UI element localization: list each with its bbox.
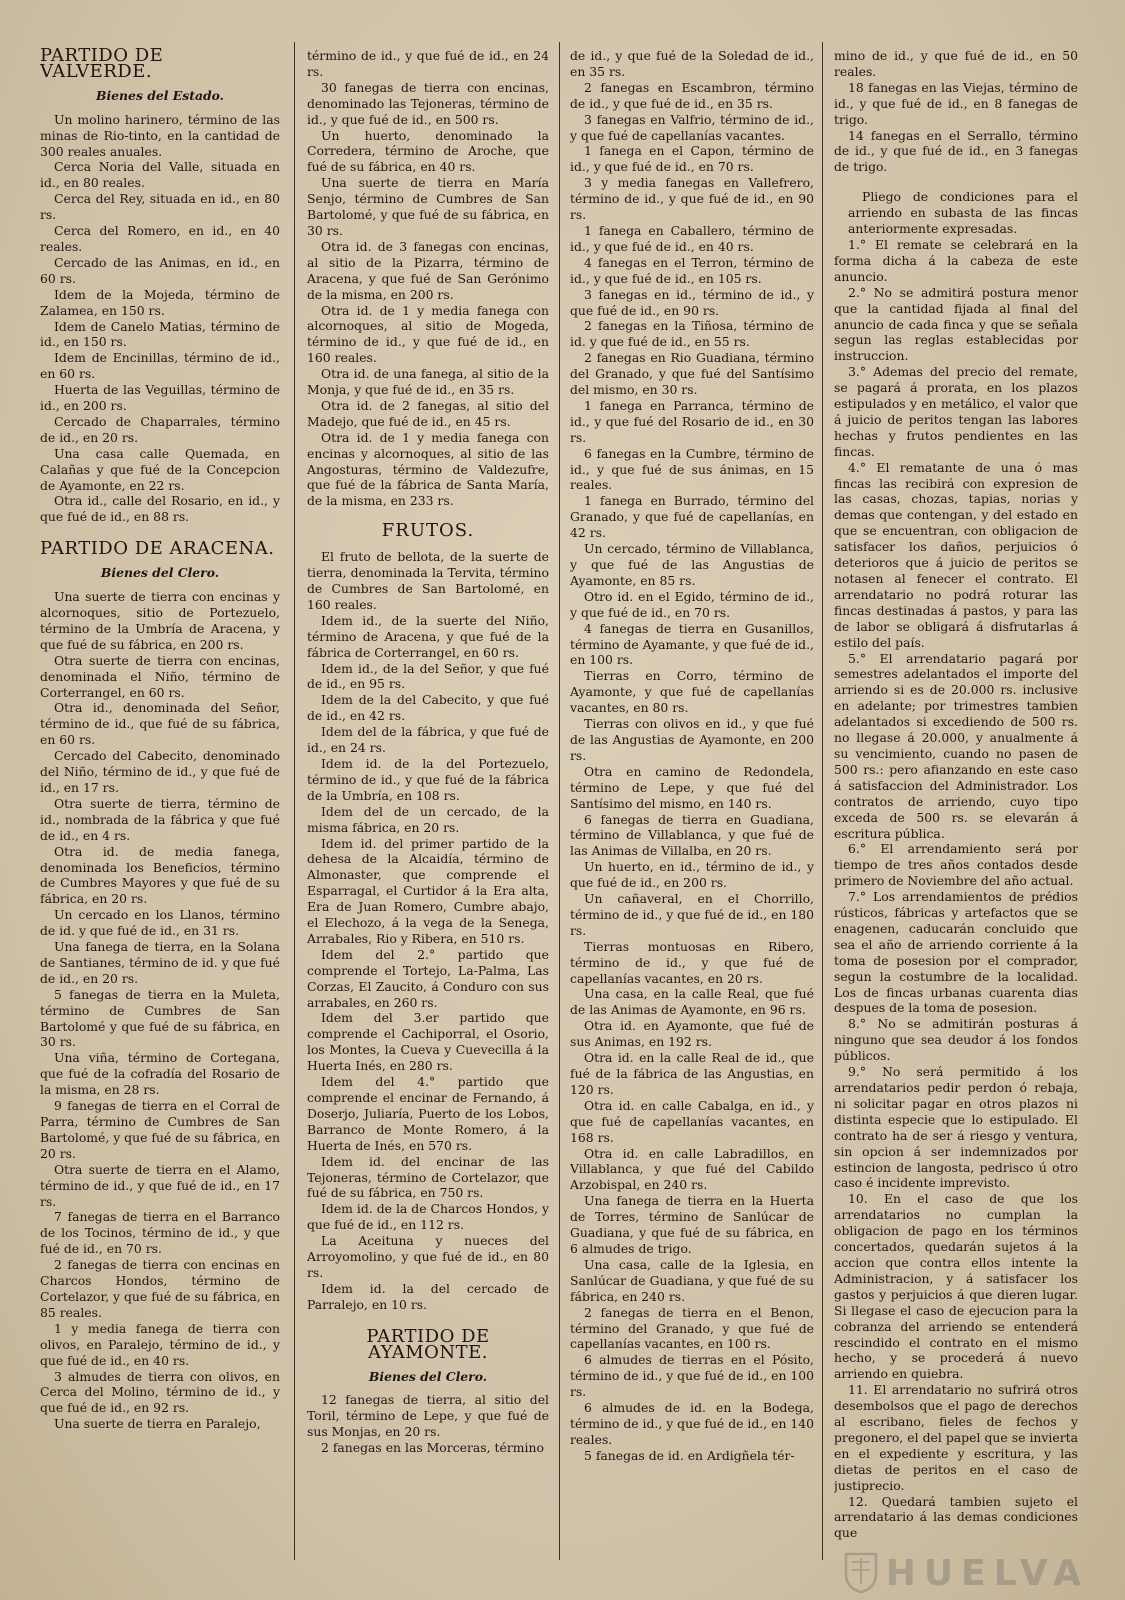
listing-entry: 5 fanegas de id. en Ardigñela tér- [584, 1447, 795, 1463]
listing-entry: Una casa, en la calle Real, que fué de las Animas de Ayamonte, en 96 rs. [570, 986, 814, 1018]
subheading-bienes-estado: Bienes del Estado. [95, 87, 224, 103]
listing-entry: Un cercado en los Llanos, término de id. y que fué de id., en 31 rs. [40, 907, 280, 939]
listing-entry: 6.° El arrendamiento será por tiempo de tres años contados desde primero de Noviembre del año actual. [834, 841, 1078, 889]
watermark-text: HUELVA [885, 1552, 1089, 1594]
listing-entry: 11. El arrendatario no sufrirá otros desembolsos que el pago de derechos al escribano, fieles de fechos y pregonero, el del papel que se invierta en el expediente y escritura, y las dietas de peritos en el caso de justiprecio. [834, 1382, 1078, 1493]
listing-entry: 5.° El arrendatario pagará por semestres adelantados el importe del arriendo si es de 20.000 rs. inclusive en adelante; por trimestres tambien adelantados si excediendo de 500 rs. no llegase á 20.000, y anualmente á su vencimiento, cuando no pasen de 500 rs.: pero afianzando en este caso á satisfaccion del Administrador. Los contratos de arriendo, cuyo tipo exceda de 500 rs. se elevarán á escritura pública. [834, 650, 1078, 841]
listing-entry: 3 almudes de tierra con olivos, en Cerca del Molino, término de id., y que fué de id., en 92 rs. [40, 1368, 280, 1416]
listing-entry: Cerca del Rey, situada en id., en 80 rs. [40, 191, 280, 223]
listing-valverde [40, 112, 280, 526]
listing-entry: Idem del de un cercado, de la misma fábrica, en 20 rs. [307, 803, 549, 835]
continued-text: de id., y que fué de la Soledad de id., en 35 rs. [570, 48, 814, 79]
listing-entry: Idem id. la del cercado de Parralejo, en 10 rs. [307, 1280, 549, 1312]
listing-entry: Una suerte de tierra en Paralejo, [54, 1416, 261, 1432]
listing-entry: 6 fanegas de tierra en Guadiana, término de Villablanca, y que fué de las Animas de Villalba, en 20 rs. [570, 811, 814, 859]
listing-entry: 2.° No se admitirá postura menor que la cantidad fijada al final del anuncio de cada finca y que se señala segun las reglas establecidas por instruccion. [834, 284, 1078, 364]
listing-entry: Otra id. en calle Labradillos, en Villablanca, y que fué del Cabildo Arzobispal, en 240 rs. [570, 1145, 814, 1193]
shield-icon [844, 1552, 878, 1594]
listing-entry: Una fanega de tierra en la Huerta de Torres, término de Sanlúcar de Guadiana, y que fué de su fábrica, en 6 almudes de trigo. [570, 1193, 814, 1256]
listing-entry: 8.° No se admitirán posturas á ninguno que sea deudor á los fondos públicos. [834, 1016, 1078, 1064]
listing-entry: Otra suerte de tierra, término de id., nombrada de la fábrica y que fué de id., en 4 rs. [40, 795, 280, 843]
listing-entry: 1 fanega en el Capon, término de id., y que fué de id., en 70 rs. [570, 143, 814, 175]
listing-entry: Una casa calle Quemada, en Calañas y que fué de la Concepcion de Ayamonte, en 22 rs. [40, 445, 280, 493]
listing-entry: Un cañaveral, en el Chorrillo, término de id., y que fué de id., en 180 rs. [570, 891, 814, 938]
listing-entry: 3 fanegas en Valfrio, término de id., y que fué de capellanías vacantes. [570, 111, 814, 143]
listing-entry: Otra id. de media fanega, denominada los Beneficios, término de Cumbres Mayores y que fué de su fábrica, en 20 rs. [40, 843, 280, 907]
listing-entry: Otra id. de 2 fanegas, al sitio del Madejo, que fué de id., en 45 rs. [307, 397, 549, 429]
listing-entry: Una fanega de tierra, en la Solana de Santianes, término de id. y que fué de id., en 20 rs. [40, 939, 280, 986]
listing-entry: Otra id., calle del Rosario, en id., y que fué de id., en 88 rs. [40, 493, 280, 525]
listing-entry: Otra id. de 1 y media fanega con encinas y alcornoques, al sitio de las Angosturas, término de Valdezufre, que fué de la fábrica de Santa María, de la misma, en 233 rs. [307, 429, 549, 509]
listing-entry: 14 fanegas en el Serrallo, término de id., y que fué de id., en 3 fanegas de trigo. [834, 127, 1078, 175]
listing-entry: Idem de Encinillas, término de id., en 60 rs. [40, 350, 280, 382]
listing-entry: 2 fanegas en Escambron, término de id., y que fué de id., en 35 rs. [570, 79, 814, 111]
listing-entry: Idem id. de la del Portezuelo, término de id., y que fué de la fábrica de la Umbría, en 108 rs. [307, 755, 549, 803]
listing-ayamonte-continued [570, 80, 814, 1464]
conditions-list [834, 237, 1078, 1541]
listing-entry: 12 fanegas de tierra, al sitio del Toril, término de Lepe, y que fué de sus Monjas, en 20 rs. [307, 1392, 549, 1440]
listing-entry: 1 fanega en Parranca, término de id., y que fué del Rosario de id., en 30 rs. [570, 397, 814, 445]
section-title-valverde: PARTIDO DE VALVERDE. [40, 48, 164, 82]
listing-entry: Idem del 3.er partido que comprende el Cachiporral, el Osorio, los Montes, la Cueva y Cuevecilla á la Huerta Inés, en 280 rs. [307, 1010, 549, 1074]
section-title-ayamonte: PARTIDO DE AYAMONTE. [366, 1325, 490, 1363]
listing-entry: Idem id., de la suerte del Niño, término de Aracena, y que fué de la fábrica de Corterrangel, en 60 rs. [307, 612, 549, 660]
listing-aracena [40, 589, 280, 1432]
listing-entry: Otra id., denominada del Señor, término de id., que fué de su fábrica, en 60 rs. [40, 700, 280, 748]
listing-entry: Cerca del Romero, en id., en 40 reales. [40, 223, 280, 254]
listing-entry: Otra id. en Ayamonte, que fué de sus Animas, en 192 rs. [570, 1018, 814, 1050]
listing-entry: Cerca Noria del Valle, situada en id., en 80 reales. [40, 159, 280, 191]
continued-text: término de id., y que fué de id., en 24 rs. [307, 48, 549, 79]
column-3 [570, 48, 814, 1588]
listing-entry: Una casa, calle de la Iglesia, en Sanlúcar de Guadiana, y que fué de su fábrica, en 240 rs. [570, 1256, 814, 1304]
listing-entry: 1.° El remate se celebrará en la forma dicha á la cabeza de este anuncio. [834, 236, 1078, 284]
subheading-bienes-clero: Bienes del Clero. [368, 1368, 488, 1384]
listing-entry: 7 fanegas de tierra en el Barranco de los Tocinos, término de id., y que fué de id., en 70 rs. [40, 1209, 280, 1257]
listing-entry: Otra id. de 1 y media fanega con alcornoques, al sitio de Mogeda, término de id., y que fué de id., en 160 reales. [307, 302, 549, 366]
listing-entry: Un huerto, denominado la Corredera, término de Aroche, que fué de su fábrica, en 40 rs. [307, 127, 549, 175]
listing-entry: 1 fanega en Caballero, término de id., y que fué de id., en 40 rs. [570, 222, 814, 254]
listing-entry: 2 fanegas de tierra con encinas en Charcos Hondos, término de Cortelazor, y que fué de su fábrica, en 85 reales. [40, 1257, 280, 1320]
listing-entry: 3 y media fanegas en Vallefrero, término de id., y que fué de id., en 90 rs. [570, 175, 814, 223]
listing-entry: El fruto de bellota, de la suerte de tierra, denominada la Tervita, término de Cumbres de San Bartolomé, en 160 reales. [307, 549, 549, 612]
listing-entry: 1 y media fanega de tierra con olivos, en Paralejo, término de id., y que fué de id., en 40 rs. [40, 1320, 280, 1368]
listing-entry: Idem del 2.° partido que comprende el Tortejo, La-Palma, Las Corzas, El Zaucito, á Conduro con sus arrabales, en 260 rs. [307, 946, 549, 1010]
listing-entry: Idem del de la fábrica, y que fué de id., en 24 rs. [307, 724, 549, 756]
conditions-heading: Pliego de condiciones para el arriendo en subasta de las fincas anteriormente expresadas. [848, 189, 1078, 237]
listing-entry: 2 fanegas en las Morceras, término [321, 1440, 544, 1456]
archive-watermark [844, 1552, 1089, 1594]
listing-entry: 9.° No será permitido á los arrendatarios pedir perdon ó rebaja, ni solicitar pagar en otros plazos ni distinta especie que lo estipulado. El contrato ha de ser á riesgo y ventura, sin opcion á ser indemnizados por estincion de langosta, pedrisco ú otro caso é incidente imprevisto. [834, 1064, 1078, 1191]
listing-entry: 3.° Ademas del precio del remate, se pagará á prorata, en los plazos estipulados y en metálico, el valor que á juicio de peritos tengan las labores hechas y frutos pendientes en las fincas. [834, 364, 1078, 459]
listing-entry: 4 fanegas en el Terron, término de id., y que fué de id., en 105 rs. [570, 254, 814, 286]
listing-entry: Otro id. en el Egido, término de id., y que fué de id., en 70 rs. [570, 588, 814, 620]
listing-entry: 6 almudes de id. en la Bodega, término de id., y que fué de id., en 140 reales. [570, 1400, 814, 1447]
listing-entry: 10. En el caso de que los arrendatarios no cumplan la obligacion de pago en los términos concertados, quedarán sujetos á la accion que contra ellos intente la Administracion, y á satisfacer los gastos y perjuicios á que dieren lugar. Si llegase el caso de ejecucion para la cobranza del arriendo se entenderá rescindido el contrato en el mismo hecho, y se procederá á nuevo arriendo en quiebra. [834, 1191, 1078, 1382]
listing-ayamonte [307, 1392, 549, 1456]
listing-entry: 7.° Los arrendamientos de prédios rústicos, fábricas y artefactos que se enagenen, caducarán concluido que sea el año de arriendo corriente á la toma de posesion por el comprador, segun la costumbre de la localidad. Los de fincas urbanas cuarenta dias despues de la toma de posesion. [834, 889, 1078, 1016]
listing-entry: Idem id. del primer partido de la dehesa de la Alcaidía, término de Almonaster, que comprende el Esparragal, el Curtidor á la Era alta, Era de Juan Romero, Cumbre abajo, el Elechozo, á la vega de la Senega, Arrabales, Rio y Ribera, en 510 rs. [307, 835, 549, 946]
listing-entry: Cercado de las Animas, en id., en 60 rs. [40, 254, 280, 286]
listing-entry: 2 fanegas de tierra en el Benon, término del Granado, y que fué de capellanías vacantes, en 100 rs. [570, 1304, 814, 1352]
listing-entry: Un huerto, en id., término de id., y que fué de id., en 200 rs. [570, 859, 814, 891]
listing-entry: Otra en camino de Redondela, término de Lepe, y que fué del Santísimo del mismo, en 140 rs. [570, 763, 814, 811]
listing-entry: Huerta de las Veguillas, término de id., en 200 rs. [40, 382, 280, 414]
listing-entry: Otra id. en calle Cabalga, en id., y que fué de capellanías vacantes, en 168 rs. [570, 1097, 814, 1145]
listing-entry: 3 fanegas en id., término de id., y que fué de id., en 90 rs. [570, 286, 814, 318]
listing-frutos [307, 549, 549, 1313]
listing-entry: Idem de la del Cabecito, y que fué de id., en 42 rs. [307, 692, 549, 724]
listing-entry: Otra suerte de tierra en el Alamo, término de id., y que fué de id., en 17 rs. [40, 1161, 280, 1209]
listing-entry: Otra id. en la calle Real de id., que fué de la fábrica de las Angustias, en 120 rs. [570, 1050, 814, 1097]
listing-entry: La Aceituna y nueces del Arroyomolino, y que fué de id., en 80 rs. [307, 1233, 549, 1280]
listing-entry: 2 fanegas en la Tiñosa, término de id. y que fué de id., en 55 rs. [570, 318, 814, 350]
listing-entry: Idem de Canelo Matias, término de id., en 150 rs. [40, 318, 280, 350]
listing-entry: 6 almudes de tierras en el Pósito, término de id., y que fué de id., en 100 rs. [570, 1352, 814, 1400]
listing-entry: 4.° El rematante de una ó mas fincas las recibirá con expresion de las casas, chozas, tapias, norias y demas que contengan, y del estado en que se encuentran, con obligacion de satisfacer los daños, perjuicios ó deterioros que á juicio de peritos se notasen al fenecer el contrato. El arrendatario no podrá roturar las fincas destinadas á pastos, y para las de labor se obligará á disfrutarlas á estilo del país. [834, 459, 1078, 650]
subheading-bienes-clero: Bienes del Clero. [100, 565, 220, 581]
listing-entry: Cercado de Chaparrales, término de id., en 20 rs. [40, 413, 280, 445]
listing-entry: 9 fanegas de tierra en el Corral de Parra, término de Cumbres de San Bartolomé, y que fué de su fábrica, en 20 rs. [40, 1098, 280, 1161]
listing-entry: Idem del 4.° partido que comprende el encinar de Fernando, á Doserjo, Juliaría, Puerto de los Lobos, Barranco de Monte Romero, á la Huerta de Inés, en 570 rs. [307, 1074, 549, 1153]
column-4 [834, 48, 1078, 1588]
listing-entry: Otra id. de una fanega, al sitio de la Monja, y que fué de id., en 35 rs. [307, 366, 549, 398]
listing-entry: Tierras en Corro, término de Ayamonte, y que fué de capellanías vacantes, en 80 rs. [570, 668, 814, 716]
listing-entry: Idem id. del encinar de las Tejoneras, término de Cortelazor, que fué de su fábrica, en 750 rs. [307, 1153, 549, 1201]
listing-entry: Idem id. de la de Charcos Hondos, y que fué de id., en 112 rs. [307, 1201, 549, 1233]
listing-entry: 4 fanegas de tierra en Gusanillos, término de Ayamante, y que fué de id., en 100 rs. [570, 620, 814, 668]
listing-entry: Cercado del Cabecito, denominado del Niño, término de id., y que fué de id., en 17 rs. [40, 748, 280, 795]
listing-entry: Una suerte de tierra en María Senjo, término de Cumbres de San Bartolomé, y que fué de su fábrica, en 30 rs. [307, 175, 549, 238]
column-rule [559, 42, 560, 1560]
column-rule [294, 42, 295, 1560]
column-1 [40, 48, 280, 1588]
listing-entry: 6 fanegas en la Cumbre, término de id., y que fué de sus ánimas, en 15 reales. [570, 445, 814, 493]
listing-entry: Otra suerte de tierra con encinas, denominada el Niño, término de Corterrangel, en 60 rs. [40, 652, 280, 700]
listing-entry: 12. Quedará tambien sujeto el arrendatario á las demas condiciones que [834, 1493, 1078, 1541]
listing-entry: Idem id., de la del Señor, y que fué de id., en 95 rs. [307, 660, 549, 692]
section-title-aracena: PARTIDO DE ARACENA. [40, 538, 275, 560]
listing-entry: Una viña, término de Cortegana, que fué de la cofradía del Rosario de la misma, en 28 rs. [40, 1050, 280, 1098]
continued-text: mino de id., y que fué de id., en 50 reales. [834, 48, 1078, 79]
listing-entry: 5 fanegas de tierra en la Muleta, término de Cumbres de San Bartolomé y que fué de su fábrica, en 30 rs. [40, 986, 280, 1050]
listing-entry: Idem de la Mojeda, término de Zalamea, en 150 rs. [40, 286, 280, 318]
section-title-frutos: FRUTOS. [381, 520, 475, 542]
listing-entry: 2 fanegas en Rio Guadiana, término del Granado, y que fué del Santísimo del mismo, en 30 rs. [570, 350, 814, 398]
listing-aracena-continued [307, 80, 549, 509]
listing-entry: Tierras con olivos en id., y que fué de las Angustias de Ayamonte, en 200 rs. [570, 716, 814, 763]
column-2 [307, 48, 549, 1588]
listing-entry: 1 fanega en Burrado, término del Granado, y que fué de capellanías, en 42 rs. [570, 493, 814, 541]
listing-ayamonte-end [834, 80, 1078, 175]
listing-entry: Otra id. de 3 fanegas con encinas, al sitio de la Pizarra, término de Aracena, y que fué de San Gerónimo de la misma, en 200 rs. [307, 238, 549, 302]
listing-entry: Una suerte de tierra con encinas y alcornoques, sitio de Portezuelo, término de la Umbría de Aracena, y que fué de su fábrica, en 200 rs. [40, 589, 280, 652]
listing-entry: Un cercado, término de Villablanca, y que fué de las Angustias de Ayamonte, en 85 rs. [570, 541, 814, 588]
listing-entry: Tierras montuosas en Ribero, término de id., y que fué de capellanías vacantes, en 20 rs. [570, 938, 814, 986]
listing-entry: Un molino harinero, término de las minas de Rio-tinto, en la cantidad de 300 reales anuales. [40, 111, 280, 159]
listing-entry: 30 fanegas de tierra con encinas, denominado las Tejoneras, término de id., y que fué de id., en 500 rs. [307, 79, 549, 127]
listing-entry: 18 fanegas en las Viejas, término de id., y que fué de id., en 8 fanegas de trigo. [834, 79, 1078, 127]
column-rule [822, 42, 823, 1560]
